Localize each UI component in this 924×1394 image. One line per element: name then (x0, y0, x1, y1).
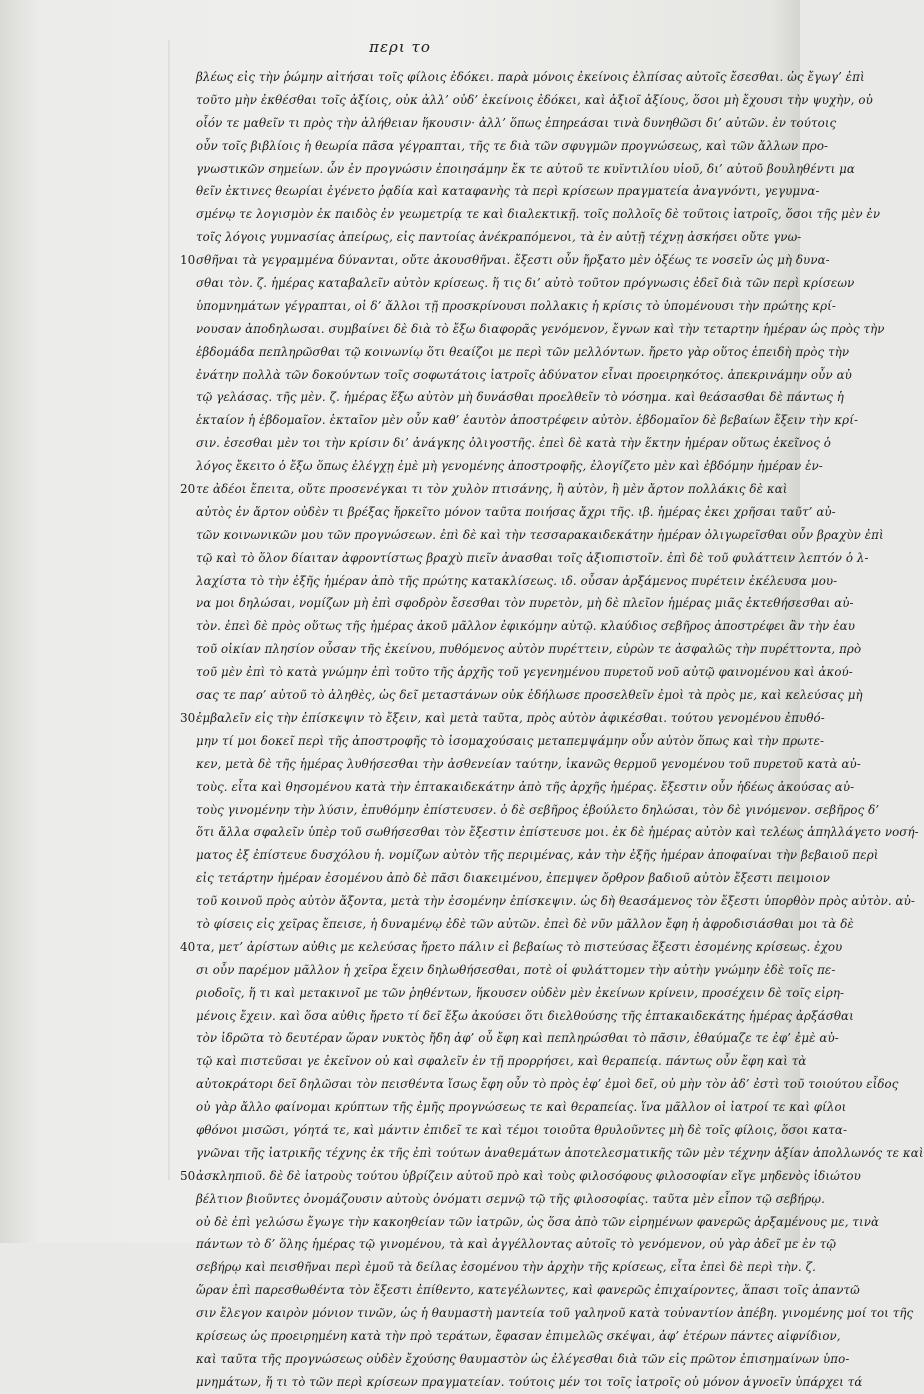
text-line: ριοδοῖς, ἥ τι καὶ μετακινοῖ με τῶν ῥηθέντων, ἥκουσεν οὐδὲν μὲν ἐκείνων κρίνειν, προσέχειν δὲ τοῖς εἰρη- (196, 985, 845, 1000)
text-line: αὐτὸς ἐν ἄρτον οὐδὲν τι βρέξας ἤρκεῖτο μόνον ταῦτα ποιήσας ἄχρι τῆς. ιβ. ἡμέρας ἐκει χρῆσαι ταῦτ’ αὐ- (196, 504, 836, 519)
body-text (196, 66, 924, 1394)
text-line: τῷ καὶ πιστεῦσαι γε ἐκεῖνον οὐ καὶ σφαλεῖν ἐν τῇ προρρήσει, καὶ θεραπείᾳ. πάντως οὖν ἔφη καὶ τὰ (196, 1054, 807, 1069)
text-line: νουσαν ἀποδηλωσαι. συμβαίνει δὲ διὰ τὸ ἔξω διαφορᾶς γενόμενον, ἔγνων καὶ τὴν τεταρτην ἡμέραν ὡς πρὸς τὴν (196, 321, 885, 336)
text-line: τοῦ μὲν ἐπὶ τὸ κατὰ γνώμην ἐπὶ τοῦτο τῆς ἀρχῆς τοῦ γεγενημένου πυρετοῦ νοῦ αὐτῷ φαινομένου καὶ ἀκού- (196, 665, 853, 680)
text-line: μνημάτων, ἥ τι τὸ τῶν περὶ κρίσεων πραγματείαν. τούτοις μέν τοι τοῖς ἰατροῖς οὐ μόνον ἀγνοεῖν ὑπάρχει τά (196, 1374, 863, 1389)
text-line: τοῦτο μὴν ἐκθέσθαι τοῖς ἀξίοις, οὐκ ἀλλ’ οὐδ’ ἐκείνοις ἐδόκει, καὶ ἀξιοῖ ἀξίους, ὅσοι μὴ ἔχουσι τὴν ψυχὴν, οὐ (196, 92, 873, 107)
text-line: ἑβδομάδα πεπληρῶσθαι τῷ κοινωνίῳ ὅτι θεαίζοι με περὶ τῶν μελλόντων. ἤρετο γὰρ οὕτος ἐπειδὴ πρὸς τὴν (196, 344, 850, 359)
text-line: σιν ἔλεγον καιρὸν μόνιον τινῶν, ὡς ἡ θαυμαστὴ μαντεία τοῦ γαληνοῦ κατὰ τοὐναντίον ἀπέβη. γινομένης μοί τοι τῆς (196, 1306, 914, 1321)
text-line: καὶ ταῦτα τῆς προγνώσεως οὐδὲν ἔχούσης θαυμαστὸν ὡς ἐλέγεσθαι διὰ τῶν εἰς πρῶτον ἐπισημαίνων ὑπο- (196, 1351, 850, 1366)
text-line: ἐνάτην πολλὰ τῶν δοκούντων τοῖς σοφωτάτοις ἰατροῖς ἀδύνατον εἶναι προειρηκότος. ἀπεκρινάμην οὖν αὐ (196, 367, 852, 382)
text-line: πάντων τὸ δ’ ὅλης ἡμέρας τῷ γινομένου, τὰ καὶ ἀγγέλλοντας αὐτοῖς τὸ γενόμενον, οὐ γὰρ ἀδεῖ με ἐν τῷ (196, 1237, 837, 1252)
text-line: οὐ γὰρ ἄλλο φαίνομαι κρύπτων τῆς ἐμῆς προγνώσεως τε καὶ θεραπείας. ἵνα μᾶλλον οἱ ἰατροί τε καὶ φίλοι (196, 1100, 847, 1115)
line-number: 20 (180, 482, 196, 497)
text-line: σιν. ἐσεσθαι μὲν τοι τὴν κρίσιν δι’ ἀνάγκης ὀλιγοστῆς. ἐπεὶ δὲ κατὰ τὴν ἕκτην ἡμέραν οὕτως ἐκεῖνος ὁ (196, 436, 831, 451)
text-line: ἀσκληπιοῦ. δὲ δὲ ἰατροὺς τούτου ὑβρίζειν αὐτοῦ πρὸ καὶ τοὺς φιλοσόφους φιλοσοφίαν εἴγε μηδενὸς ἰδιώτου (196, 1168, 861, 1183)
text-line: κρίσεως ὡς προειρημένη κατὰ τὴν πρὸ τεράτων, ἔφασαν ἐπιμελῶς σκέψαι, ἀφ’ ἑτέρων πάντες αἰφνίδιον, (196, 1328, 841, 1343)
text-line: να μοι δηλώσαι, νομίζων μὴ ἐπὶ σφοδρὸν ἔσεσθαι τὸν πυρετὸν, μὴ δὲ πλεῖον ἡμέρας μιᾶς ἐκτεθήσεσθαι αὐ- (196, 596, 854, 611)
text-line: σεβήρῳ καὶ πεισθῆναι περὶ ἐμοῦ τὰ δείλας ἐσομένου τὴν ἀρχὴν τῆς κρίσεως, εἶτα ἐπεὶ δὲ περὶ τὴν. ζ. (196, 1260, 816, 1275)
text-line: οἷόν τε μαθεῖν τι πρὸς τὴν ἀλήθειαν ἥκουσιν· ἀλλ’ ὅπως ἐπηρεάσαι τινὰ δυνηθῶσι δι’ αὐτῶν. ἐν τούτοις (196, 115, 837, 130)
text-line: ματος ἐξ ἐπίστευε δυσχόλου ἡ. νομίζων αὐτὸν τῆς περιμένας, κἀν τὴν ἐξῆς ἡμέραν ἀποφαίναι τὴν βεβαιοῦ περὶ (196, 848, 879, 863)
text-line: τῶν κοινωνικῶν μου τῶν προγνώσεων. ἐπὶ δὲ καὶ τὴν τεσσαρακαιδεκάτην ἡμέραν ὀλιγωρεῖσθαι οὖν βραχὺν ἐπὶ (196, 527, 884, 542)
text-line: τα, μετ’ ἀρίστων αὐθις με κελεύσας ἤρετο πάλιν εἰ βεβαίως τὸ πιστεύσας ἔξεστι ἐσομένης κρίσεως. ἐχου (196, 939, 843, 954)
text-line: λαχίστα τὸ τὴν ἐξῆς ἡμέραν ἀπὸ τῆς πρώτης κατακλίσεως. ιδ. οὖσαν ἀρξάμενος πυρέτειν ἐκέλευσα μου- (196, 573, 838, 588)
line-number: 10 (180, 253, 196, 268)
text-line: μην τί μοι δοκεῖ περὶ τῆς ἀποστροφῆς τὸ ἰσομαχούσαις μεταπεμψάμην οὖν αὐτὸν ὅπως καὶ τὴν πρωτε- (196, 733, 825, 748)
text-line: τὸν ἱδρῶτα τὸ δευτέραν ὥραν νυκτὸς ἤδη ἀφ’ οὗ ἔφη καὶ πεπληρώσθαι τὸ πᾶσιν, ἐθαύμαζε τε ἐφ’ ἐμὲ αὐ- (196, 1031, 839, 1046)
text-line: γνωστικῶν σημείων. ὧν ἐν προγνώσιν ἐποιησάμην ἔκ τε αὐτοῦ τε κυϊντιλίου υἱοῦ, δι’ αὐτοῦ βουληθέντι μα (196, 161, 855, 176)
line-number: 40 (180, 940, 196, 955)
text-line: τοὺς γινομένην τὴν λύσιν, ἐπυθόμην ἐπίστευσεν. ὁ δὲ σεβῆρος ἐβούλετο δηλώσαι, τὸν δὲ γινόμενον. σεβῆρος δ’ (196, 802, 880, 817)
text-line: λόγος ἔκειτο ὁ ἔξω ὅπως ἐλέγχῃ ἐμὲ μὴ γενομένης ἀποστροφῆς, ἐλογίζετο μὲν καὶ ἑβδόμην ἡμέραν ἑν- (196, 459, 823, 474)
text-line: σας τε παρ’ αὐτοῦ τὸ ἀληθὲς, ὡς δεῖ μεταστάνων οὐκ ἐδήλωσε προσελθεῖν ἐμοὶ τὰ πρὸς με, καὶ κελεύσας μὴ (196, 688, 863, 703)
text-line: γνῶναι τῆς ἰατρικῆς τέχνης ἐκ τῆς ἐπὶ τούτων ἀναθεμάτων ἀποτελεσματικῆς τῶν μὲν τέχνην ἀξίαν ἀπολλωνός τε καὶ (196, 1145, 924, 1160)
text-line: τοὺς. εἶτα καὶ θησομένου κατὰ τὴν ἑπτακαιδεκάτην ἀπὸ τῆς ἀρχῆς ἡμέρας. ἔξεστιν οὖν ἡδέως ἀκούσας αὐ- (196, 779, 855, 794)
text-line: τῷ καὶ τὸ ὅλον δίαιταν ἀφροντίστως βραχὺ πιεῖν ἀνασθαι τοῖς ἀξιοπιστοῖν. ἐπὶ δὲ τοῦ φυλάττειν λεπτόν ὁ λ- (196, 550, 869, 565)
text-line: τοῦ οἰκίαν πλησίον οὖσαν τῆς ἐκείνου, πυθόμενος αὐτὸν πυρέττειν, εὐρὼν τε ἀσφαλῶς τὴν πυρέττοντα, πρὸ (196, 642, 862, 657)
text-line: ὅτι ἄλλα σφαλεῖν ὑπὲρ τοῦ σωθήσεσθαι τὸν ἔξεστιν ἐπίστευσε μοι. ἐκ δὲ ἡμέρας αὐτὸν καὶ τελέως ἀπηλλάγετο νοσή- (196, 825, 919, 840)
text-line: τοῦ κοινοῦ πρὸς αὐτὸν ἄξοντα, μετὰ τὴν ἐσομένην ἐπίσκεψιν. ὡς δὴ θεασάμενος τὸν ἔξεστι ὑπορθὸν πρὸς αὐτὸν. αὐ- (196, 894, 915, 909)
text-line: σι οὖν παρέμον μᾶλλον ἡ χεῖρα ἔχειν δηλωθήσεσθαι, ποτὲ οἱ φυλάττομεν τὴν αὐτὴν γνώμην ἐδὲ τοῖς πε- (196, 962, 836, 977)
text-line: τὸ φίσεις εἰς χεῖρας ἔπεισε, ἡ δυναμένῳ ἐδὲ τῶν αὐτῶν. ἐπεὶ δὲ νῦν μᾶλλον ἔφη ἡ ἀφροδισιάσθαι μοι τὰ δὲ (196, 916, 854, 931)
text-line: τῷ γελάσας. τῆς μὲν. ζ. ἡμέρας ἕξω αὐτὸν μὴ δυνάσθαι προελθεῖν τὸ νόσημα. καὶ θεάσασθαι δὲ πάντως ἡ (196, 390, 844, 405)
text-line: φθόνοι μισῶσι, γόητά τε, καὶ μάντιν ἐπιδεῖ τε καὶ τέμοι τοιοῦτα θρυλοῦντες μὴ δὲ τοῖς φίλοις, ὅσοι κατα- (196, 1122, 848, 1137)
text-line: σθαι τὸν. ζ. ἡμέρας καταβαλεῖν αὐτὸν κρίσεως. ἥ τις δι’ αὐτὸ τοῦτον πρόγνωσις ἐδεῖ διὰ τῶν περὶ κρίσεων (196, 276, 855, 291)
text-line: ἐμβαλεῖν εἰς τὴν ἐπίσκεψιν τὸ ἔξειν, καὶ μετὰ ταῦτα, πρὸς αὐτὸν ἀφικέσθαι. τούτου γενομένου ἐπυθό- (196, 710, 825, 725)
line-number: 50 (180, 1169, 196, 1184)
line-number: 30 (180, 711, 196, 726)
page-fold-shadow (168, 40, 170, 1180)
text-line: βέλτιον βιοῦντες ὀνομάζουσιν αὐτοὺς ὀνόματι σεμνῷ τῷ τῆς φιλοσοφίας. ταῦτα μὲν εἶπον τῷ σεβήρῳ. (196, 1191, 825, 1206)
text-line: σμένῳ τε λογισμὸν ἐκ παιδὸς ἐν γεωμετρίᾳ τε καὶ διαλεκτικῇ. τοῖς πολλοῖς δὲ τοῦτοις ἰατροῖς, ὅσοι τῆς μὲν ἐν (196, 207, 881, 222)
text-line: τὸν. ἐπεὶ δὲ πρὸς οὕτως τῆς ἡμέρας ἀκοῦ μᾶλλον ἐφικόμην αὐτῷ. κλαύδιος σεβῆρος ἀποστρέφει ἂν τὴν ἑαυ (196, 619, 856, 634)
running-header: περι το (369, 38, 431, 56)
text-line: αὐτοκράτορι δεῖ δηλῶσαι τὸν πεισθέντα ἴσως ἔφη οὖν τὸ πρὸς ἐφ’ ἐμοὶ δεῖ, οὐ μὴν τὸν ἀδ’ ἐστὶ τοῦ τοιούτου εἶδος (196, 1077, 899, 1092)
text-line: οὐ δὲ ἐπὶ γελώσω ἔγωγε τὴν κακοηθείαν τῶν ἰατρῶν, ὡς ὅσα ἀπὸ τῶν εἰρημένων φανερῶς ἀρξαμένους με, τινὰ (196, 1214, 880, 1229)
text-line: οὖν τοῖς βιβλίοις ἡ θεωρία πᾶσα γέγραπται, τῆς τε διὰ τῶν σφυγμῶν προγνώσεως, καὶ τῶν ἄλλων προ- (196, 138, 829, 153)
text-line: τοῖς λόγοις γυμνασίας ἀπείρως, εἰς παντοίας ἀνέκραπόμενοι, τὰ ἐν αὐτῇ τέχνῃ ἀσκήσει οὔτε γνω- (196, 230, 802, 245)
text-line: βλέως εἰς τὴν ῥώμην αἰτήσαι τοῖς φίλοις ἐδόκει. παρὰ μόνοις ἐκείνοις ἐλπίσας αὐτοῖς ἔσεσθαι. ὡς ἔγωγ’ ἐπὶ (196, 70, 865, 84)
text-line: κεν, μετὰ δὲ τῆς ἡμέρας λυθήσεσθαι τὴν ἀσθενείαν ταύτην, ἱκανῶς θερμοῦ γενομένου τοῦ πυρετοῦ κατὰ αὐ- (196, 756, 861, 771)
text-line: τε ἀδέοι ἔπειτα, οὔτε προσενέγκαι τι τὸν χυλὸν πτισάνης, ἢ αὐτὸν, ἢ μὲν ἄρτον πολλάκις δὲ καὶ (196, 482, 788, 497)
text-line: μένοις ἔχειν. καὶ ὅσα αὐθις ἤρετο τί δεῖ ἔξω ἀκούσει ὅτι διελθούσης τῆς ἑπτακαιδεκάτης ἡμέρας ἀρξάσθαι (196, 1008, 854, 1023)
text-line: ὥραν ἐπὶ παρεσθωθέντα τὸν ἔξεστι ἐπίθεντο, κατεγέλωντες, καὶ φανερῶς ἐπιχαίροντες, ἅπασι τοῖς ἀπαντῶ (196, 1283, 860, 1298)
text-line: σθῆναι τὰ γεγραμμένα δύνανται, οὔτε ἀκουσθῆναι. ἔξεστι οὖν ἤρξατο μὲν ὀξέως τε νοσεῖν ὡς μὴ δυνα- (196, 253, 830, 268)
text-line: ὑπομνημάτων γέγραπται, οἱ δ’ ἄλλοι τῇ προσκρίνουσι πολλακις ἡ κρίσις τὸ ὑπομένουσι τὴν πρώτης κρί- (196, 298, 836, 313)
text-line: εἰς τετάρτην ἡμέραν ἐσομένου ἀπὸ δὲ πᾶσι διακειμένου, ἐπεμψεν ὄρθρον βαδιοῦ αὐτὸν ἔξεστι πειμοιον (196, 871, 831, 886)
text-line: ἑκταίον ἡ ἑβδομαῖον. ἑκταῖον μὲν οὖν καθ’ ἑαυτὸν ἀποστρέφειν αὐτὸν. ἑβδομαῖον δὲ βεβαίων ἔξειν τὴν κρί- (196, 413, 859, 428)
text-line: θεῖν ἐκτινες θεωρίαι ἐγένετο ῥᾳδία καὶ καταφανὴς τὰ περὶ κρίσεων πραγματεία ἀναγνόντι, γεγυμνα- (196, 184, 820, 199)
